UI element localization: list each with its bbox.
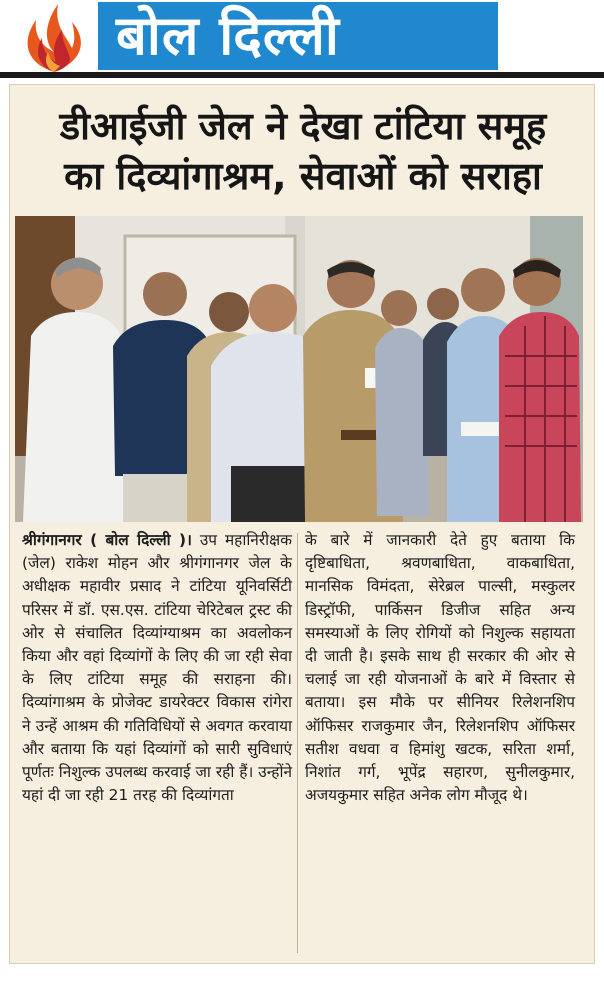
article-column-right (305, 529, 575, 807)
headline-line-2: का दिव्यांगाश्रम, सेवाओं को सराहा (64, 154, 542, 198)
column-divider (297, 533, 298, 953)
right-column-body: के बारे में जानकारी देते हुए बताया कि दृष्टिबाधिता, श्रवणबाधिता, वाकबाधिता, मानसिक विमंदता, सेरेब्रल पाल्सी, मस्कुलर डिस्ट्रॉफी, पार्किसन डिजीज सहित अन्य समस्याओं के लिए रोगियों को निशुल्क सहायता दी जाती है। इसके साथ ही सरकार की ओर से चलाई जा रही योजनाओं के बारे में विस्तार से बताया। इस मौके पर सीनियर रिलेशनशिप ऑफिसर राजकुमार जैन, रिलेशनशिप ऑफिसर सतीश वधवा व हिमांशु खटक, सरिता शर्मा, निशांत गर्ग, भूपेंद्र सहारण, सुनीलकुमार, अजयकुमार सहित अनेक लोग मौजूद थे। (305, 531, 575, 805)
masthead-title: बोल दिल्ली (116, 4, 340, 67)
headline-line-1: डीआईजी जेल ने देखा टांटिया समूह (59, 104, 547, 148)
flame-logo-icon (14, 2, 94, 74)
news-photo (15, 216, 583, 522)
masthead (0, 0, 604, 78)
left-column-body: उप महानिरीक्षक (जेल) राकेश मोहन और श्रीगंगानगर जेल के अधीक्षक महावीर प्रसाद ने टांटिया यूनिवर्सिटी परिसर में डॉ. एस.एस. टांटिया चेरिटेबल ट्रस्ट की ओर से संचालित दिव्यांग्याश्रम का अवलोकन किया और वहां दिव्यांगों के लिए की जा रही सेवा के लिए टांटिया समूह की सराहना की। दिव्यांगाश्रम के प्रोजेक्ट डायरेक्टर विकास रांगेरा ने उन्हें आश्रम की गतिविधियों से अवगत करवाया और बताया कि यहां दिव्यांगों को सारी सुविधाएं पूर्णतः निशुल्क उपलब्ध करवाई जा रही हैं। उन्होंने यहां दी जा रही 21 तरह की दिव्यांगता (22, 531, 292, 805)
news-article (9, 84, 595, 964)
dateline: श्रीगंगानगर ( बोल दिल्ली )। (22, 531, 192, 549)
article-column-left (22, 529, 292, 807)
masthead-rule (0, 72, 604, 78)
